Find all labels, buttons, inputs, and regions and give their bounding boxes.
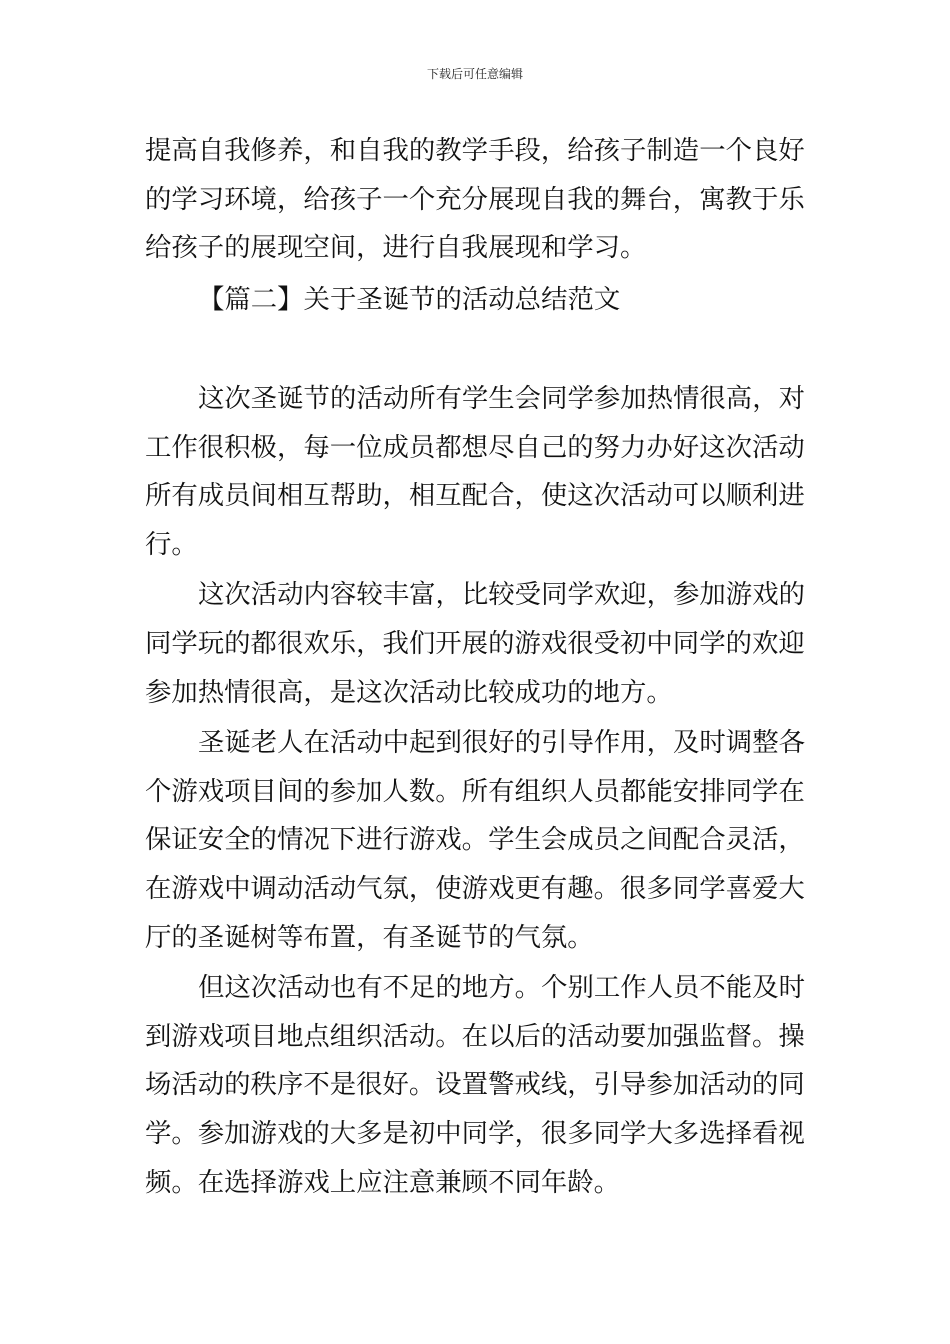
paragraph bbox=[145, 964, 810, 1207]
text-line: 但这次活动也有不足的地方。个别工作人员不能及时 bbox=[198, 972, 805, 1004]
text-line: 给孩子的展现空间，进行自我展现和学习。 bbox=[145, 232, 647, 264]
text-line: 工作很积极，每一位成员都想尽自己的努力办好这次活动 bbox=[145, 431, 805, 463]
text-line: 提高自我修养，和自我的教学手段，给孩子制造一个良好 bbox=[145, 135, 805, 166]
text-line: 同学玩的都很欢乐，我们开展的游戏很受初中同学的欢迎 bbox=[145, 627, 805, 659]
paragraph bbox=[145, 719, 810, 962]
section-title: 【篇二】关于圣诞节的活动总结范文 bbox=[198, 284, 621, 315]
text-line: 在游戏中调动活动气氛，使游戏更有趣。很多同学喜爱大 bbox=[145, 872, 805, 904]
text-line: 到游戏项目地点组织活动。在以后的活动要加强监督。操 bbox=[145, 1020, 805, 1052]
text-line: 参加热情很高，是这次活动比较成功的地方。 bbox=[145, 676, 673, 708]
text-line: 圣诞老人在活动中起到很好的引导作用，及时调整各 bbox=[198, 727, 805, 759]
text-line: 保证安全的情况下进行游戏。学生会成员之间配合灵活， bbox=[145, 824, 805, 856]
paragraph bbox=[145, 571, 810, 717]
text-line: 场活动的秩序不是很好。设置警戒线，引导参加活动的同 bbox=[145, 1069, 805, 1101]
paragraph bbox=[145, 375, 810, 569]
text-line: 厅的圣诞树等布置，有圣诞节的气氛。 bbox=[145, 921, 594, 953]
continuation-paragraph bbox=[145, 127, 810, 273]
text-line: 频。在选择游戏上应注意兼顾不同年龄。 bbox=[145, 1166, 621, 1198]
article-body bbox=[145, 375, 810, 1207]
text-line: 这次活动内容较丰富，比较受同学欢迎，参加游戏的 bbox=[198, 579, 805, 611]
text-line: 的学习环境，给孩子一个充分展现自我的舞台，寓教于乐 bbox=[145, 183, 805, 215]
text-line: 所有成员间相互帮助，相互配合，使这次活动可以顺利进 bbox=[145, 480, 805, 512]
text-line: 个游戏项目间的参加人数。所有组织人员都能安排同学在 bbox=[145, 775, 805, 807]
text-line: 行。 bbox=[145, 528, 198, 560]
page-header: 下载后可任意编辑 bbox=[426, 67, 523, 81]
text-line: 学。参加游戏的大多是初中同学，很多同学大多选择看视 bbox=[145, 1117, 805, 1149]
text-line: 这次圣诞节的活动所有学生会同学参加热情很高，对 bbox=[198, 383, 805, 414]
